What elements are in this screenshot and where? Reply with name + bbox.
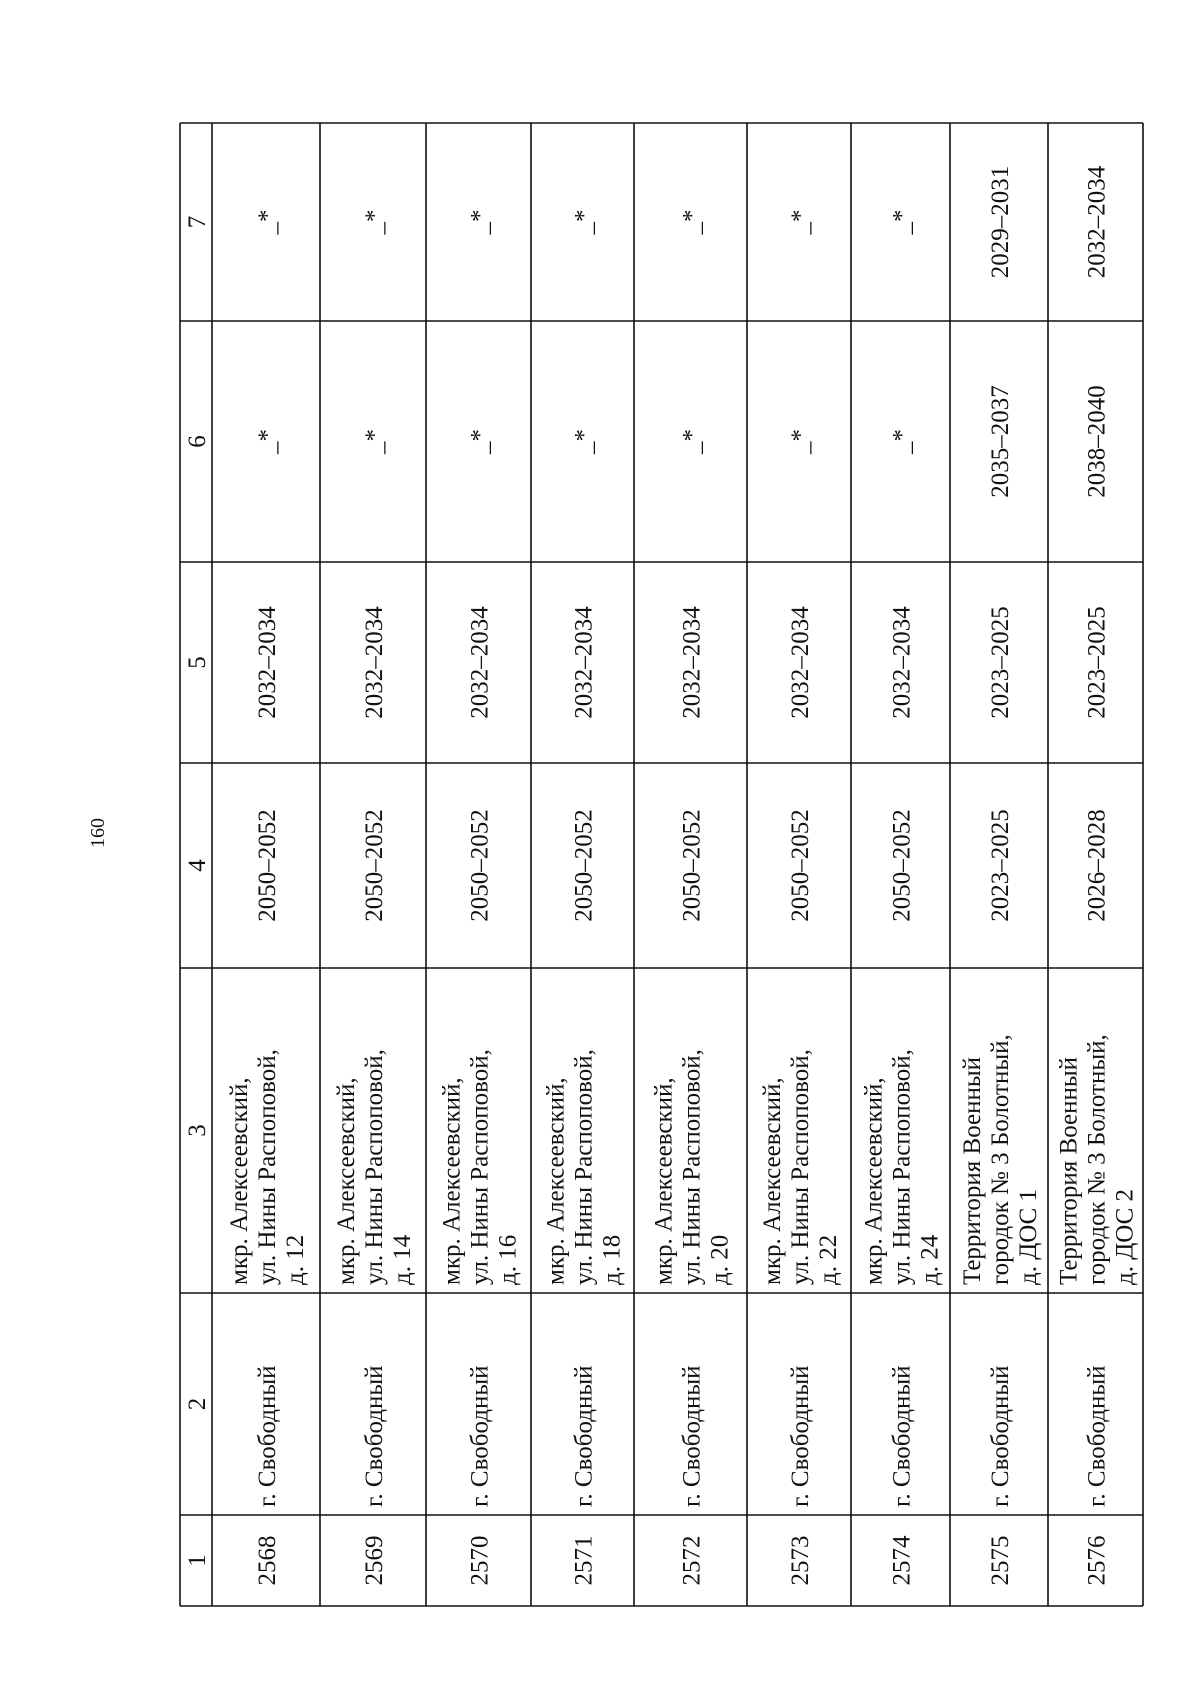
period-col5-line: 2032–2034 <box>678 606 706 719</box>
row-number <box>467 1536 494 1586</box>
period-col6-line: _* <box>466 429 494 454</box>
address-line: мкр. Алексеевский, <box>438 1077 466 1285</box>
row-number <box>679 1536 706 1586</box>
period-col6 <box>889 429 916 455</box>
row-number <box>987 1536 1014 1586</box>
settlement-name <box>571 1365 598 1507</box>
settlement-name <box>1084 1365 1111 1507</box>
address <box>543 1049 626 1285</box>
settlement-name <box>361 1365 388 1507</box>
period-col7 <box>467 210 494 236</box>
header-cell-7 <box>184 216 211 229</box>
period-col7 <box>1084 165 1111 278</box>
period-col5 <box>361 606 388 719</box>
settlement-name-line: г. Свободный <box>678 1365 706 1507</box>
settlement-name <box>679 1365 706 1507</box>
period-col5-line: 2032–2034 <box>787 606 814 719</box>
address-line: ул. Нины Распоповой, <box>787 1049 814 1285</box>
period-col6 <box>571 429 598 455</box>
period-col4-line: 2050–2052 <box>254 809 281 922</box>
address-line: мкр. Алексеевский, <box>650 1077 678 1285</box>
page-number: 160 <box>87 818 109 848</box>
period-col4 <box>254 809 281 922</box>
address-line: Территория Военный <box>1055 1056 1083 1285</box>
period-col7-line: _* <box>466 209 494 235</box>
period-col7 <box>987 166 1014 279</box>
period-col4 <box>987 809 1014 922</box>
address-line: городок № 3 Болотный, <box>987 1034 1014 1285</box>
header-cell-1 <box>184 1554 211 1567</box>
period-col5 <box>467 606 494 719</box>
period-col5-line: 2032–2034 <box>254 606 281 719</box>
period-col5 <box>1084 606 1111 719</box>
row-number <box>254 1536 281 1586</box>
address-line: Территория Военный <box>959 1056 986 1285</box>
period-col7 <box>787 210 814 236</box>
period-col7-line: _* <box>787 209 814 235</box>
row-number-line: 2568 <box>254 1535 281 1586</box>
row-number-line: 2574 <box>888 1535 916 1586</box>
period-col7-line: 2032–2034 <box>1083 165 1111 279</box>
header-cell-3 <box>184 1124 211 1137</box>
period-col4 <box>361 809 388 922</box>
period-col7-line: _* <box>254 209 281 235</box>
header-cell-2-line: 2 <box>184 1397 211 1411</box>
address-line: д. ДОС 1 <box>1015 1188 1042 1285</box>
period-col5 <box>987 606 1014 719</box>
row-number <box>361 1536 388 1586</box>
row-number-line: 2571 <box>570 1535 598 1586</box>
period-col4-line: 2050–2052 <box>466 809 494 922</box>
period-col6-line: 2038–2040 <box>1083 385 1111 498</box>
settlement-name-line: г. Свободный <box>466 1365 494 1507</box>
header-cell-1-line: 1 <box>184 1554 211 1567</box>
period-col4-line: 2050–2052 <box>361 809 388 922</box>
row-number <box>571 1536 598 1586</box>
address <box>651 1049 734 1285</box>
period-col6 <box>787 429 814 455</box>
period-col7 <box>361 210 388 236</box>
period-col4-line: 2023–2025 <box>987 809 1014 922</box>
header-cell-7-line: 7 <box>184 215 211 229</box>
period-col4-line: 2050–2052 <box>678 809 706 922</box>
header-cell-6-line: 6 <box>184 435 211 448</box>
period-col5 <box>679 606 706 719</box>
period-col6 <box>1084 385 1111 498</box>
period-col6 <box>254 429 281 455</box>
address <box>959 1034 1042 1285</box>
period-col6 <box>361 429 388 455</box>
header-cell-2 <box>184 1398 211 1411</box>
address-line: городок № 3 Болотный, <box>1083 1034 1111 1285</box>
period-col4-line: 2050–2052 <box>888 809 916 922</box>
settlement-name-line: г. Свободный <box>888 1365 916 1507</box>
settlement-name <box>889 1365 916 1507</box>
row-number-line: 2575 <box>987 1535 1014 1586</box>
period-col5-line: 2032–2034 <box>888 606 916 719</box>
address-line: д. 24 <box>916 1234 944 1285</box>
period-col4-line: 2050–2052 <box>570 809 598 922</box>
address <box>1056 1034 1139 1285</box>
period-col6-line: _* <box>678 429 706 454</box>
row-number <box>787 1536 814 1586</box>
period-col6 <box>987 385 1014 498</box>
address-line: мкр. Алексеевский, <box>226 1077 253 1285</box>
address <box>861 1049 944 1285</box>
settlement-name-line: г. Свободный <box>570 1365 598 1507</box>
address-line: ул. Нины Распоповой, <box>254 1049 281 1285</box>
settlement-name <box>254 1365 281 1507</box>
period-col5-line: 2032–2034 <box>466 606 494 719</box>
address-line: мкр. Алексеевский, <box>759 1077 786 1285</box>
period-col5 <box>571 606 598 719</box>
header-cell-5-line: 5 <box>184 656 211 669</box>
period-col6 <box>467 429 494 455</box>
period-col7-line: 2029–2031 <box>987 165 1014 279</box>
settlement-name <box>787 1365 814 1507</box>
settlement-name-line: г. Свободный <box>254 1365 281 1507</box>
table-cells <box>184 165 1139 1585</box>
period-col5-line: 2032–2034 <box>361 606 388 719</box>
period-col6-line: _* <box>888 429 916 454</box>
period-col5-line: 2023–2025 <box>987 606 1014 719</box>
period-col4 <box>889 809 916 922</box>
period-col4 <box>1084 809 1111 922</box>
header-cell-6 <box>184 435 211 448</box>
row-number-line: 2572 <box>678 1535 706 1586</box>
address-line: д. 12 <box>282 1234 309 1285</box>
period-col4 <box>679 809 706 922</box>
period-col7 <box>571 210 598 236</box>
period-col6-line: _* <box>361 429 388 454</box>
settlement-name-line: г. Свободный <box>787 1365 814 1507</box>
address <box>439 1049 522 1285</box>
settlement-name-line: г. Свободный <box>987 1365 1014 1507</box>
row-number <box>1084 1536 1111 1586</box>
period-col7-line: _* <box>570 209 598 235</box>
address-line: ул. Нины Распоповой, <box>466 1049 494 1285</box>
period-col5 <box>787 606 814 719</box>
address-line: мкр. Алексеевский, <box>542 1077 570 1285</box>
header-cell-3-line: 3 <box>184 1124 211 1137</box>
period-col4 <box>787 809 814 922</box>
period-col4-line: 2050–2052 <box>787 809 814 922</box>
header-cell-4-line: 4 <box>184 859 211 872</box>
address <box>759 1049 842 1285</box>
address-line: д. 18 <box>598 1234 626 1285</box>
row-number-line: 2570 <box>466 1535 494 1586</box>
address <box>226 1049 309 1285</box>
header-cell-4 <box>184 859 211 872</box>
period-col7-line: _* <box>678 209 706 235</box>
address-line: ул. Нины Распоповой, <box>888 1049 916 1285</box>
address-line: д. 22 <box>815 1234 842 1285</box>
period-col7 <box>679 210 706 236</box>
address-line: ул. Нины Распоповой, <box>570 1049 598 1285</box>
period-col5 <box>254 606 281 719</box>
period-col4 <box>571 809 598 922</box>
period-col7-line: _* <box>361 209 388 235</box>
period-col6-line: _* <box>570 429 598 454</box>
period-col4 <box>467 809 494 922</box>
period-col7-line: _* <box>888 209 916 235</box>
period-col7 <box>889 210 916 236</box>
period-col4-line: 2026–2028 <box>1083 809 1111 922</box>
settlement-name-line: г. Свободный <box>1083 1365 1111 1507</box>
period-col5-line: 2023–2025 <box>1083 606 1111 719</box>
period-col6-line: 2035–2037 <box>987 385 1014 498</box>
address-line: ул. Нины Распоповой, <box>361 1049 388 1285</box>
row-number-line: 2569 <box>361 1535 388 1586</box>
settlement-name <box>987 1365 1014 1507</box>
row-number-line: 2573 <box>787 1535 814 1586</box>
address-line: мкр. Алексеевский, <box>333 1077 360 1285</box>
address-line: мкр. Алексеевский, <box>860 1077 888 1285</box>
address-line: ул. Нины Распоповой, <box>678 1049 706 1285</box>
period-col6 <box>679 429 706 455</box>
settlement-name <box>467 1365 494 1507</box>
address-line: д. ДОС 2 <box>1111 1188 1139 1285</box>
settlement-name-line: г. Свободный <box>361 1365 388 1507</box>
row-number <box>889 1535 916 1586</box>
address <box>333 1049 416 1285</box>
address-line: д. 14 <box>389 1234 416 1285</box>
period-col5 <box>889 606 916 719</box>
period-col6-line: _* <box>787 429 814 454</box>
period-col7 <box>254 210 281 236</box>
row-number-line: 2576 <box>1083 1535 1111 1586</box>
address-line: д. 20 <box>706 1234 734 1285</box>
header-cell-5 <box>184 656 211 669</box>
period-col6-line: _* <box>254 429 281 454</box>
address-line: д. 16 <box>494 1234 522 1285</box>
period-col5-line: 2032–2034 <box>570 606 598 719</box>
